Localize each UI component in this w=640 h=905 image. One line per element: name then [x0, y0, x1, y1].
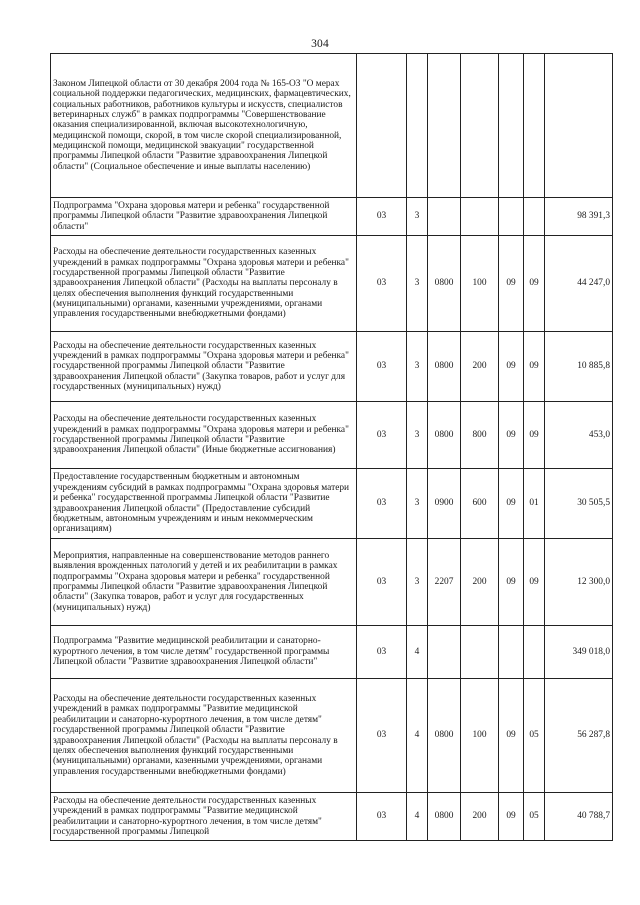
cell-section [499, 626, 524, 679]
row-description: Предоставление государственным бюджетным и автономным учреждениям субсидий в рамках подпрограммы "Охрана здоровья матери и ребенка" государственной программы Липецкой области "Развитие здравоохранения Липецкой области" (Предоставление субсидий бюджетным, автономным учреждениям и иным некоммерческим организациям) [51, 469, 357, 539]
cell-target-article: 2207 [428, 539, 461, 626]
cell-section [499, 198, 524, 236]
cell-amount: 453,0 [545, 402, 613, 469]
cell-code-a [357, 54, 407, 198]
table-row [51, 236, 613, 332]
cell-code-a: 03 [357, 469, 407, 539]
cell-code-a: 03 [357, 539, 407, 626]
table-row [51, 793, 613, 841]
cell-code-a: 03 [357, 198, 407, 236]
cell-section: 09 [499, 332, 524, 402]
cell-code-b: 3 [407, 332, 428, 402]
cell-section: 09 [499, 793, 524, 841]
cell-code-b: 3 [407, 236, 428, 332]
cell-subsection [524, 54, 545, 198]
cell-code-a: 03 [357, 332, 407, 402]
cell-section [499, 54, 524, 198]
cell-code-b: 3 [407, 198, 428, 236]
cell-subsection: 09 [524, 236, 545, 332]
cell-expense-type: 200 [461, 539, 499, 626]
table-row [51, 469, 613, 539]
cell-target-article: 0900 [428, 469, 461, 539]
cell-expense-type [461, 54, 499, 198]
row-description: Расходы на обеспечение деятельности государственных казенных учреждений в рамках подпрограммы "Развитие медицинской реабилитации и санаторно-курортного лечения, в том числе детям" государственной программы Липецкой области "Развитие здравоохранения Липецкой области" (Расходы на выплаты персоналу в целях обеспечения выполнения функций государственными (муниципальными) органами, казенными учреждениями, органами управления государственными внебюджетными фондами) [51, 679, 357, 793]
cell-expense-type [461, 626, 499, 679]
cell-code-b: 4 [407, 626, 428, 679]
cell-amount: 30 505,5 [545, 469, 613, 539]
row-description: Подпрограмма "Охрана здоровья матери и ребенка" государственной программы Липецкой области "Развитие здравоохранения Липецкой области" [51, 198, 357, 236]
cell-code-a: 03 [357, 236, 407, 332]
cell-amount: 44 247,0 [545, 236, 613, 332]
cell-subsection: 09 [524, 402, 545, 469]
cell-expense-type: 600 [461, 469, 499, 539]
cell-amount [545, 54, 613, 198]
row-description: Законом Липецкой области от 30 декабря 2004 года № 165-ОЗ "О мерах социальной поддержки педагогических, медицинских, фармацевтических, социальных работников, работников культуры и искусств, специалистов ветеринарных служб" в рамках подпрограммы "Совершенствование оказания специализированной, включая высокотехнологичную, медицинской помощи, скорой, в том числе скорой специализированной, медицинской помощи, медицинской эвакуации" государственной программы Липецкой области "Развитие здравоохранения Липецкой области" (Социальное обеспечение и иные выплаты населению) [51, 54, 357, 198]
table-row [51, 402, 613, 469]
cell-amount: 98 391,3 [545, 198, 613, 236]
cell-target-article: 0800 [428, 236, 461, 332]
page-number: 304 [311, 38, 329, 50]
cell-expense-type: 100 [461, 679, 499, 793]
cell-subsection: 09 [524, 539, 545, 626]
table-row [51, 198, 613, 236]
table-row [51, 539, 613, 626]
cell-code-b: 3 [407, 402, 428, 469]
table-row [51, 332, 613, 402]
cell-subsection: 01 [524, 469, 545, 539]
cell-expense-type: 200 [461, 793, 499, 841]
cell-section: 09 [499, 469, 524, 539]
row-description: Расходы на обеспечение деятельности государственных казенных учреждений в рамках подпрограммы "Развитие медицинской реабилитации и санаторно-курортного лечения, в том числе детям" государственной программы Липецкой [51, 793, 357, 841]
cell-code-a: 03 [357, 402, 407, 469]
cell-target-article: 0800 [428, 679, 461, 793]
cell-target-article: 0800 [428, 793, 461, 841]
cell-subsection: 05 [524, 793, 545, 841]
row-description: Расходы на обеспечение деятельности государственных казенных учреждений в рамках подпрограммы "Охрана здоровья матери и ребенка" государственной программы Липецкой области "Развитие здравоохранения Липецкой области" (Иные бюджетные ассигнования) [51, 402, 357, 469]
cell-target-article: 0800 [428, 332, 461, 402]
table-row [51, 626, 613, 679]
cell-code-b: 4 [407, 793, 428, 841]
cell-code-b: 3 [407, 539, 428, 626]
cell-target-article [428, 626, 461, 679]
cell-expense-type: 200 [461, 332, 499, 402]
cell-code-b: 4 [407, 679, 428, 793]
cell-target-article [428, 54, 461, 198]
cell-code-a: 03 [357, 793, 407, 841]
table-row [51, 54, 613, 198]
row-description: Подпрограмма "Развитие медицинской реабилитации и санаторно-курортного лечения, в том числе детям" государственной программы Липецкой области "Развитие здравоохранения Липецкой области" [51, 626, 357, 679]
cell-amount: 349 018,0 [545, 626, 613, 679]
cell-amount: 12 300,0 [545, 539, 613, 626]
cell-subsection [524, 198, 545, 236]
cell-subsection: 09 [524, 332, 545, 402]
cell-expense-type [461, 198, 499, 236]
cell-section: 09 [499, 236, 524, 332]
cell-code-a: 03 [357, 626, 407, 679]
budget-table [50, 53, 613, 841]
cell-amount: 40 788,7 [545, 793, 613, 841]
cell-code-b [407, 54, 428, 198]
cell-expense-type: 100 [461, 236, 499, 332]
cell-expense-type: 800 [461, 402, 499, 469]
cell-target-article: 0800 [428, 402, 461, 469]
cell-section: 09 [499, 402, 524, 469]
cell-subsection: 05 [524, 679, 545, 793]
cell-code-b: 3 [407, 469, 428, 539]
row-description: Мероприятия, направленные на совершенствование методов раннего выявления врожденных патологий у детей и их реабилитации в рамках подпрограммы "Охрана здоровья матери и ребенка" государственной программы Липецкой области "Развитие здравоохранения Липецкой области" (Закупка товаров, работ и услуг для государственных (муниципальных) нужд) [51, 539, 357, 626]
cell-code-a: 03 [357, 679, 407, 793]
row-description: Расходы на обеспечение деятельности государственных казенных учреждений в рамках подпрограммы "Охрана здоровья матери и ребенка" государственной программы Липецкой области "Развитие здравоохранения Липецкой области" (Расходы на выплаты персоналу в целях обеспечения выполнения функций государственными (муниципальными) органами, казенными учреждениями, органами управления государственными внебюджетными фондами) [51, 236, 357, 332]
cell-amount: 10 885,8 [545, 332, 613, 402]
cell-section: 09 [499, 679, 524, 793]
budget-table-body [51, 54, 613, 841]
cell-amount: 56 287,8 [545, 679, 613, 793]
row-description: Расходы на обеспечение деятельности государственных казенных учреждений в рамках подпрограммы "Охрана здоровья матери и ребенка" государственной программы Липецкой области "Развитие здравоохранения Липецкой области" (Закупка товаров, работ и услуг для государственных (муниципальных) нужд) [51, 332, 357, 402]
cell-subsection [524, 626, 545, 679]
table-row [51, 679, 613, 793]
cell-section: 09 [499, 539, 524, 626]
cell-target-article [428, 198, 461, 236]
